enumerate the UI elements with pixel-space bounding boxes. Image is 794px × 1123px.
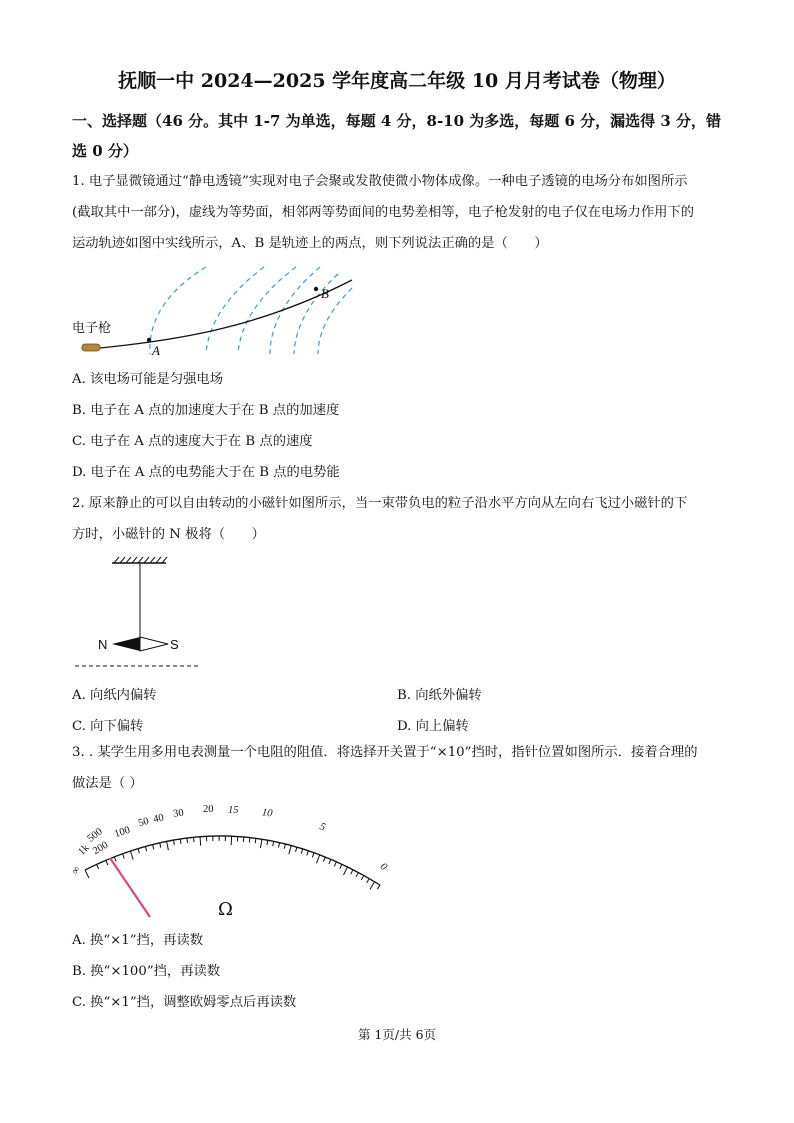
q3-figure-ohmmeter [70, 800, 400, 922]
scale-tick [267, 840, 268, 845]
section-heading-line2: 选 0 分） [72, 142, 138, 160]
q1-option-d: D. 电子在 A 点的电势能大于在 B 点的电势能 [72, 465, 340, 480]
scale-tick [340, 864, 342, 869]
point-b-dot [314, 287, 318, 291]
scale-label-200: 200 [91, 839, 111, 858]
point-b-label: B [321, 286, 329, 301]
equipotential-line [270, 267, 320, 354]
q3-line-1: 3. . 某学生用多用电表测量一个电阻的阻值．将选择开关置于“×10”挡时，指针位置如图所示．接着合理的 [72, 745, 698, 760]
scale-tick [307, 851, 309, 856]
point-a-dot [147, 338, 151, 342]
scale-tick [284, 844, 285, 849]
scale-label-infinity: ∞ [70, 864, 83, 877]
scale-tick [356, 873, 358, 877]
scale-label-10: 10 [261, 807, 274, 820]
q1-line-2: (截取其中一部分)，虚线为等势面，相邻两等势面间的电势差相等，电子枪发射的电子仅在电场力作用下的 [72, 205, 695, 220]
meter-scale-arc [85, 836, 380, 885]
scale-label-50: 50 [137, 815, 151, 830]
q2-option-b: B. 向纸外偏转 [397, 688, 482, 703]
scale-tick [377, 885, 380, 889]
scale-tick [174, 840, 175, 845]
scale-label-20: 20 [203, 804, 214, 815]
q3-line-2: 做法是（ ） [72, 776, 143, 791]
electron-gun-icon [82, 344, 100, 351]
scale-label-40: 40 [152, 812, 165, 826]
needle-south-half [140, 637, 168, 651]
scale-tick [289, 846, 291, 855]
scale-tick [106, 860, 108, 865]
scale-tick [273, 841, 274, 846]
point-a-label: A [152, 343, 160, 358]
equipotential-line [238, 267, 296, 354]
scale-tick [160, 843, 161, 848]
q1-figure-electric-field [70, 262, 370, 362]
scale-tick [130, 851, 133, 860]
q3-option-a: A. 换“×1”挡，再读数 [72, 933, 204, 948]
equipotential-line [206, 267, 264, 354]
scale-tick [317, 855, 320, 863]
scale-tick [323, 857, 325, 862]
q2-option-d: D. 向上偏转 [397, 719, 469, 734]
scale-tick [200, 837, 201, 846]
scale-label-0: 0 [377, 861, 389, 874]
scale-tick [301, 849, 303, 854]
scale-label-500: 500 [85, 826, 105, 845]
q1-option-c: C. 电子在 A 点的速度大于在 B 点的速度 [72, 434, 313, 449]
q1-line-1: 1. 电子显微镜通过“静电透镜”实现对电子会聚或发散使微小物体成像。一种电子透镜的电场分布如图所示 [72, 174, 688, 189]
scale-tick [261, 839, 262, 848]
scale-tick [296, 847, 297, 852]
meter-scale-ticks [85, 836, 380, 890]
q2-line-2: 方时，小磁针的 N 极将（ ） [72, 527, 265, 542]
q2-line-1: 2. 原来静止的可以自由转动的小磁针如图所示，当一束带负电的粒子沿水平方向从左向右飞过小磁针的下 [72, 496, 688, 511]
q1-option-b: B. 电子在 A 点的加速度大于在 B 点的加速度 [72, 403, 340, 418]
scale-tick [123, 854, 125, 859]
q2-figure-magnetic-needle [70, 555, 210, 673]
scale-tick [138, 849, 139, 854]
ohm-unit-symbol: Ω [218, 899, 233, 920]
page-footer: 第 1页/共 6页 [357, 1027, 437, 1042]
scale-tick [344, 867, 348, 875]
meter-needle [110, 858, 150, 917]
scale-tick [85, 870, 89, 878]
section-heading-line1: 一、选择题（46 分。其中 1-7 为单选，每题 4 分，8-10 为多选，每题 6 分，漏选得 3 分，错 [72, 112, 722, 130]
q1-option-a: A. 该电场可能是匀强电场 [72, 372, 224, 387]
scale-tick [114, 857, 116, 862]
scale-label-1k: 1k [76, 842, 92, 858]
electron-gun-label: 电子枪 [72, 320, 112, 335]
scale-tick [329, 859, 331, 864]
q1-line-3: 运动轨迹如图中实线所示，A、B 是轨迹上的两点，则下列说法正确的是（ ） [72, 236, 548, 251]
scale-tick [145, 846, 146, 851]
scale-tick [312, 853, 314, 858]
q2-option-c: C. 向下偏转 [72, 719, 144, 734]
scale-label-5: 5 [318, 821, 327, 834]
scale-label-100: 100 [113, 824, 132, 841]
q3-option-c: C. 换“×1”挡，调整欧姆零点后再读数 [72, 995, 297, 1010]
south-pole-label: S [170, 637, 179, 652]
scale-tick [361, 876, 363, 880]
scale-tick [194, 837, 195, 842]
q3-option-b: B. 换“×100”挡，再读数 [72, 964, 221, 979]
north-pole-label: N [98, 637, 108, 652]
q2-option-a: A. 向纸内偏转 [72, 688, 157, 703]
scale-tick [370, 882, 375, 890]
scale-tick [187, 838, 188, 843]
scale-label-30: 30 [172, 807, 185, 820]
scale-tick [351, 870, 353, 874]
scale-tick [255, 838, 256, 843]
ceiling-hatching [114, 557, 167, 563]
scale-tick [249, 838, 250, 843]
scale-tick [334, 862, 336, 867]
page-title: 抚顺一中 2024—2025 学年度高二年级 10 月月考试卷（物理） [118, 70, 676, 92]
scale-tick [153, 845, 154, 850]
scale-tick [367, 879, 370, 883]
equipotential-lines [150, 267, 352, 354]
scale-tick [97, 865, 99, 870]
scale-label-15: 15 [228, 805, 239, 816]
needle-north-half [112, 637, 140, 651]
scale-tick [279, 843, 280, 848]
scale-tick [180, 839, 181, 844]
scale-tick [167, 841, 169, 850]
